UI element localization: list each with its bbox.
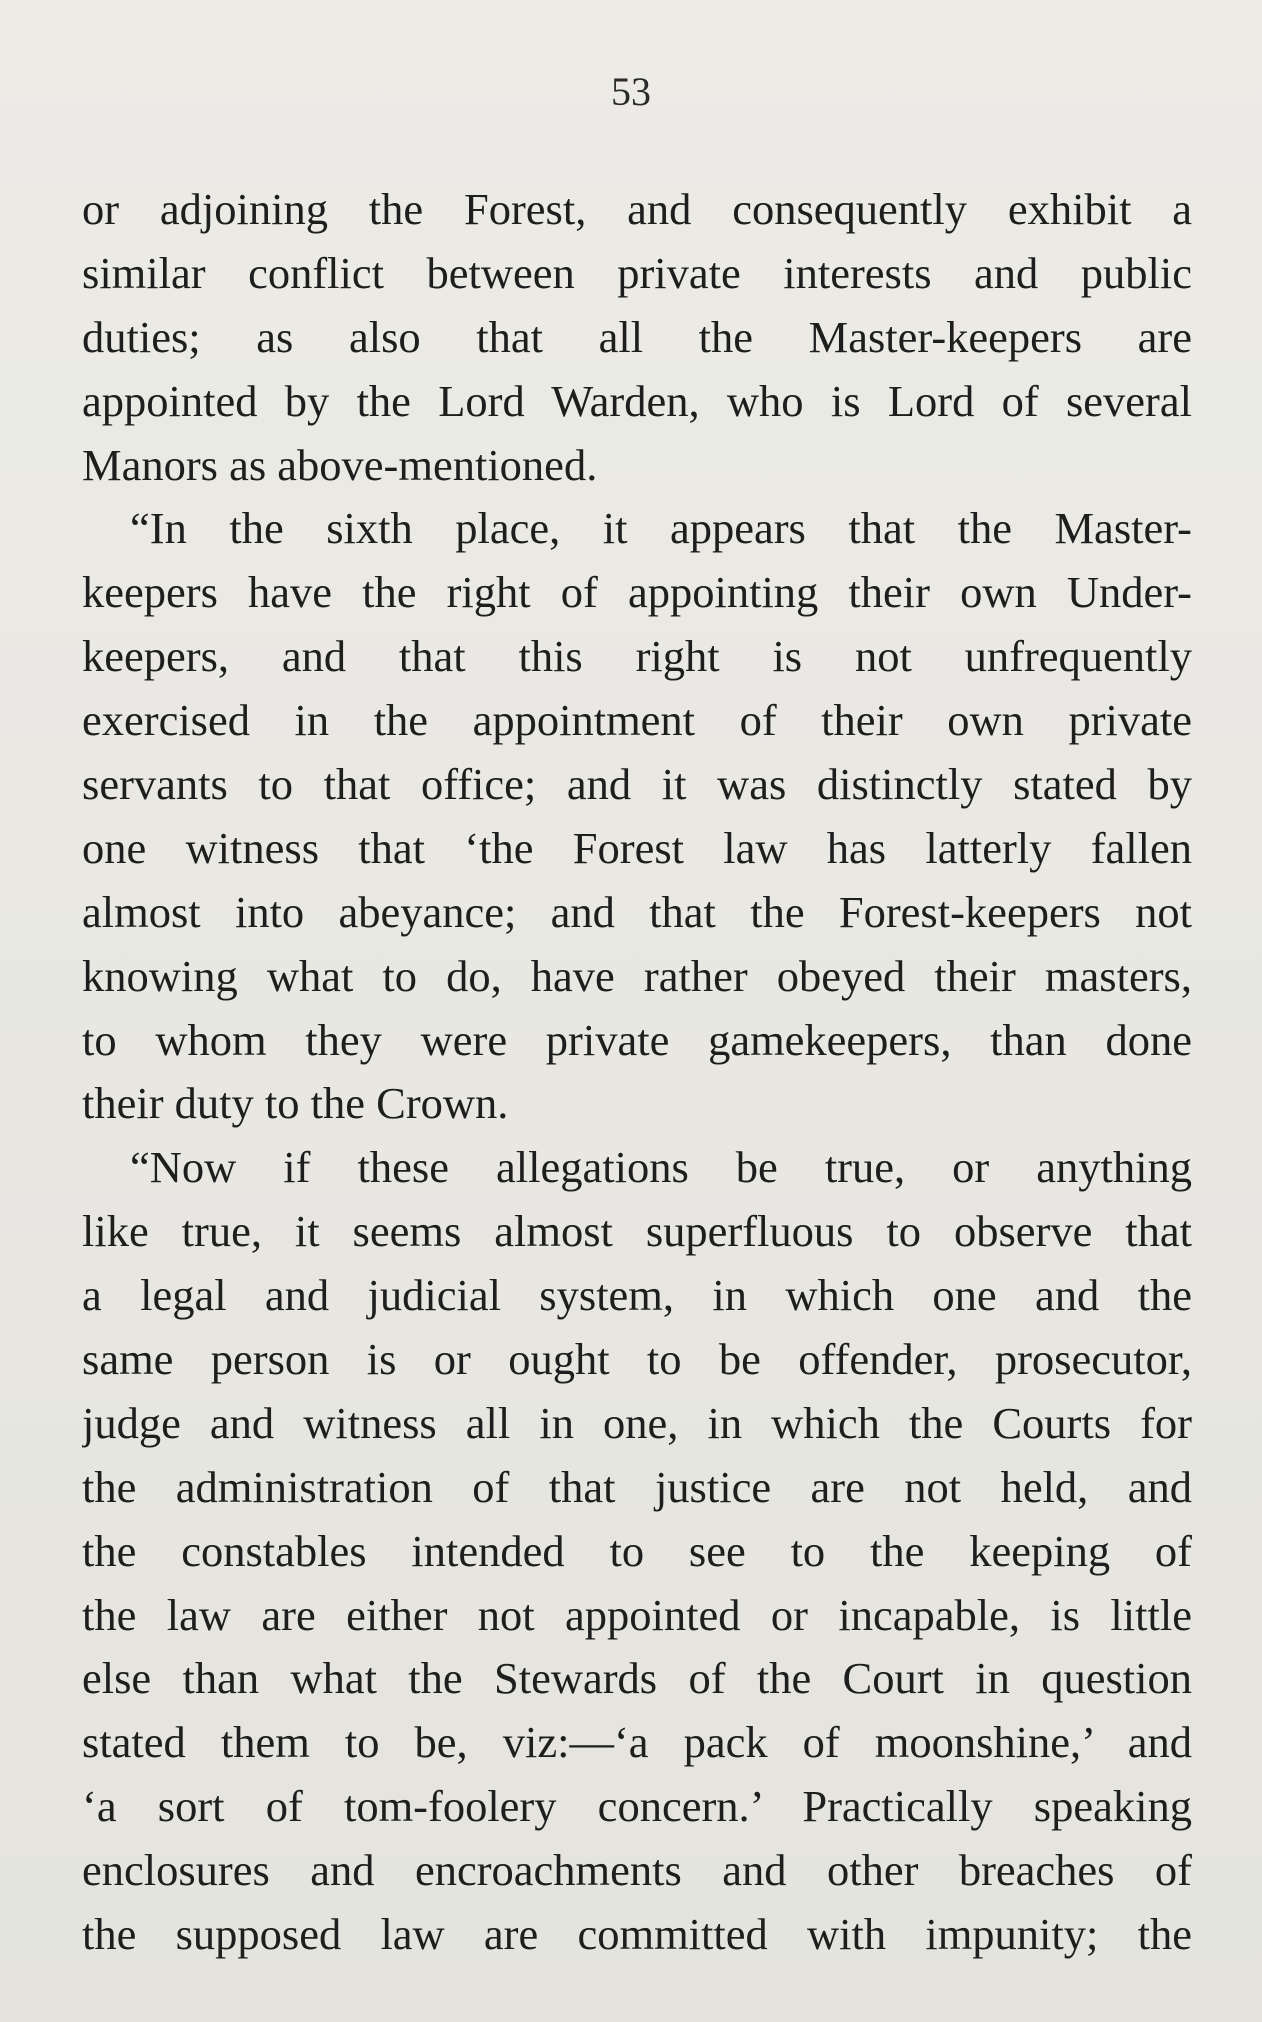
text-line: keepers, and that this right is not unfrequently bbox=[82, 631, 1192, 682]
body-text bbox=[82, 178, 1192, 1967]
text-line: the supposed law are committed with impunity; the bbox=[82, 1909, 1192, 1960]
text-line: enclosures and encroachments and other breaches of bbox=[82, 1845, 1192, 1896]
text-line: knowing what to do, have rather obeyed their masters, bbox=[82, 950, 1192, 1001]
text-line: or adjoining the Forest, and consequently exhibit a bbox=[82, 184, 1192, 234]
text-line: duties; as also that all the Master-keepers are bbox=[82, 311, 1192, 362]
text-line: a legal and judicial system, in which one and the bbox=[82, 1270, 1192, 1321]
page-number: 53 bbox=[611, 69, 651, 114]
text-line: “In the sixth place, it appears that the Master- bbox=[130, 503, 1192, 554]
text-line: stated them to be, viz:—‘a pack of moonshine,’ and bbox=[82, 1717, 1192, 1768]
text-line: the administration of that justice are not held, and bbox=[82, 1461, 1192, 1512]
text-line: appointed by the Lord Warden, who is Lord of several bbox=[82, 375, 1192, 426]
text-line: to whom they were private gamekeepers, than done bbox=[82, 1014, 1192, 1065]
text-line: keepers have the right of appointing their own Under- bbox=[82, 567, 1192, 618]
text-line: ‘a sort of tom-foolery concern.’ Practically speaking bbox=[82, 1781, 1192, 1832]
text-line: their duty to the Crown. bbox=[82, 1078, 509, 1129]
text-line: else than what the Stewards of the Court in question bbox=[82, 1653, 1192, 1704]
text-line: one witness that ‘the Forest law has latterly fallen bbox=[82, 822, 1192, 873]
text-line: “Now if these allegations be true, or anything bbox=[130, 1142, 1192, 1193]
text-line: the constables intended to see to the keeping of bbox=[82, 1525, 1192, 1576]
text-line: like true, it seems almost superfluous to observe that bbox=[82, 1206, 1192, 1257]
text-line: almost into abeyance; and that the Forest-keepers not bbox=[82, 886, 1192, 937]
text-line: exercised in the appointment of their own private bbox=[82, 695, 1192, 746]
text-line: similar conflict between private interests and public bbox=[82, 247, 1192, 298]
text-line: Manors as above-mentioned. bbox=[82, 439, 598, 490]
text-line: servants to that office; and it was distinctly stated by bbox=[82, 759, 1192, 810]
text-line: the law are either not appointed or incapable, is little bbox=[82, 1589, 1192, 1640]
text-line: same person is or ought to be offender, prosecutor, bbox=[82, 1334, 1192, 1385]
text-line: judge and witness all in one, in which the Courts for bbox=[82, 1397, 1192, 1448]
